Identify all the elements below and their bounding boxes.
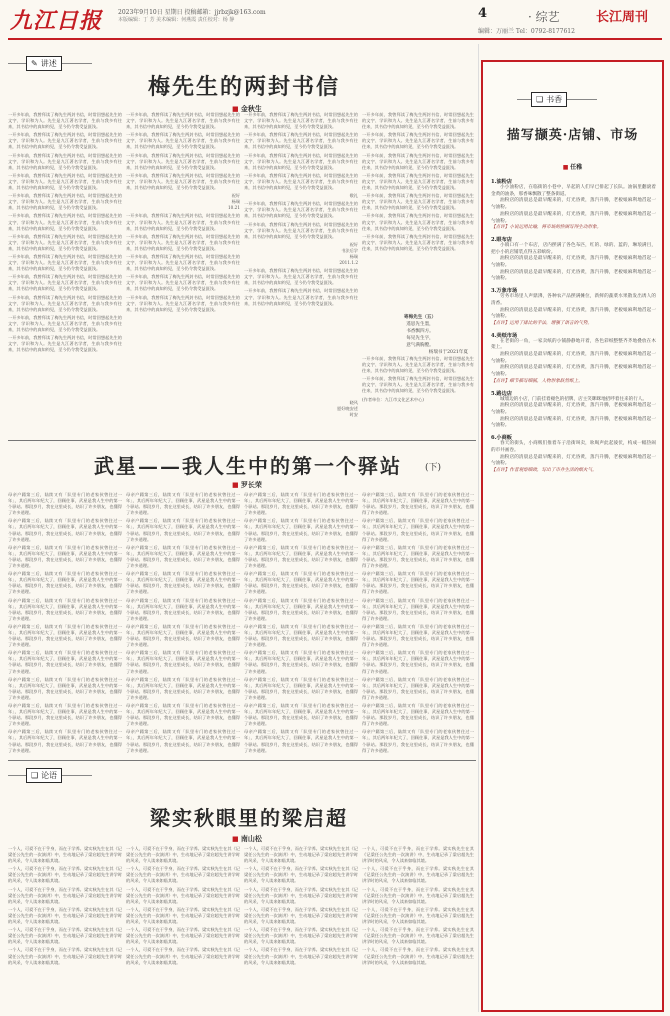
signoff-name: 杨瑞 [231,199,240,205]
article2-column1: 母亲户籍第三后，陆续又有「队里专门的老家伙曾住过一年」，其后两年年纪大了，回顾往事，武星是我人生中的第一个驿站。那段岁月，我在这里成长，结识了许多朋友，也懂得了许多道理。 母亲户籍第三后，陆续又有「队里专门的老家伙曾住过一年」，其后两年年纪大了，回顾往事，武星是我人生中的第一个驿站。那段岁月，我在这里成长，结识了许多朋友，也懂得了许多道理。 母亲户籍第三后，陆续又有「队里专门的老家伙曾住过一年」，其后两年年纪大了，回顾往事，武星是我人生中的第一个驿站。那段岁月，我在这里成长，结识了许多朋友，也懂得了许多道理。 母亲户籍第三后，陆续又有「队里专门的老家伙曾住过一年」，其后两年年纪大了，回顾往事，武星是我人生中的第一个驿站。那段岁月，我在这里成长，结识了许多朋友，也懂得了许多道理。 母亲户籍第三后，陆续又有「队里专门的老家伙曾住过一年」，其后两年年纪大了，回顾往事，武星是我人生中的第一个驿站。那段岁月，我在这里成长，结识了许多朋友，也懂得了许多道理。 母亲户籍第三后，陆续又有「队里专门的老家伙曾住过一年」，其后两年年纪大了，回顾往事，武星是我人生中的第一个驿站。那段岁月，我在这里成长，结识了许多朋友，也懂得了许多道理。 母亲户籍第三后，陆续又有「队里专门的老家伙曾住过一年」，其后两年年纪大了，回顾往事，武星是我人生中的第一个驿站。那段岁月，我在这里成长，结识了许多朋友，也懂得了许多道理。 母亲户籍第三后，陆续又有「队里专门的老家伙曾住过一年」，其后两年年纪大了，回顾往事，武星是我人生中的第一个驿站。那段岁月，我在这里成长，结识了许多朋友，也懂得了许多道理。 母亲户籍第三后，陆续又有「队里专门的老家伙曾住过一年」，其后两年年纪大了，回顾往事，武星是我人生中的第一个驿站。那段岁月，我在这里成长，结识了许多朋友，也懂得了许多道理。 母亲户籍第三后，陆续又有「队里专门的老家伙曾住过一年」，其后两年年纪大了，回顾往事，武星是我人生中的第一个驿站。那段岁月，我在这里成长，结识了许多朋友，也懂得了许多道理。 [8,492,122,753]
article3-title: 梁实秋眼里的梁启超 [150,806,348,830]
article2-column3: 母亲户籍第三后，陆续又有「队里专门的老家伙曾住过一年」，其后两年年纪大了，回顾往事，武星是我人生中的第一个驿站。那段岁月，我在这里成长，结识了许多朋友，也懂得了许多道理。 母亲户籍第三后，陆续又有「队里专门的老家伙曾住过一年」，其后两年年纪大了，回顾往事，武星是我人生中的第一个驿站。那段岁月，我在这里成长，结识了许多朋友，也懂得了许多道理。 母亲户籍第三后，陆续又有「队里专门的老家伙曾住过一年」，其后两年年纪大了，回顾往事，武星是我人生中的第一个驿站。那段岁月，我在这里成长，结识了许多朋友，也懂得了许多道理。 母亲户籍第三后，陆续又有「队里专门的老家伙曾住过一年」，其后两年年纪大了，回顾往事，武星是我人生中的第一个驿站。那段岁月，我在这里成长，结识了许多朋友，也懂得了许多道理。 母亲户籍第三后，陆续又有「队里专门的老家伙曾住过一年」，其后两年年纪大了，回顾往事，武星是我人生中的第一个驿站。那段岁月，我在这里成长，结识了许多朋友，也懂得了许多道理。 母亲户籍第三后，陆续又有「队里专门的老家伙曾住过一年」，其后两年年纪大了，回顾往事，武星是我人生中的第一个驿站。那段岁月，我在这里成长，结识了许多朋友，也懂得了许多道理。 母亲户籍第三后，陆续又有「队里专门的老家伙曾住过一年」，其后两年年纪大了，回顾往事，武星是我人生中的第一个驿站。那段岁月，我在这里成长，结识了许多朋友，也懂得了许多道理。 母亲户籍第三后，陆续又有「队里专门的老家伙曾住过一年」，其后两年年纪大了，回顾往事，武星是我人生中的第一个驿站。那段岁月，我在这里成长，结识了许多朋友，也懂得了许多道理。 母亲户籍第三后，陆续又有「队里专门的老家伙曾住过一年」，其后两年年纪大了，回顾往事，武星是我人生中的第一个驿站。那段岁月，我在这里成长，结识了许多朋友，也懂得了许多道理。 母亲户籍第三后，陆续又有「队里专门的老家伙曾住过一年」，其后两年年纪大了，回顾往事，武星是我人生中的第一个驿站。那段岁月，我在这里成长，结识了许多朋友，也懂得了许多道理。 [244,492,358,753]
article3-column3: 一个人，可爱不在于乎身，而在于学养。梁实秋先生在其《记梁任公先生的一次演讲》中，生动地记录了梁启超先生讲学时的风采，令人读来如临其境。 一个人，可爱不在于乎身，而在于学养。梁实秋先生在其《记梁任公先生的一次演讲》中，生动地记录了梁启超先生讲学时的风采，令人读来如临其境。 一个人，可爱不在于乎身，而在于学养。梁实秋先生在其《记梁任公先生的一次演讲》中，生动地记录了梁启超先生讲学时的风采，令人读来如临其境。 一个人，可爱不在于乎身，而在于学养。梁实秋先生在其《记梁任公先生的一次演讲》中，生动地记录了梁启超先生讲学时的风采，令人读来如临其境。 一个人，可爱不在于乎身，而在于学养。梁实秋先生在其《记梁任公先生的一次演讲》中，生动地记录了梁启超先生讲学时的风采，令人读来如临其境。 一个人，可爱不在于乎身，而在于学养。梁实秋先生在其《记梁任公先生的一次演讲》中，生动地记录了梁启超先生讲学时的风采，令人读来如临其境。 [244,846,358,965]
sidebar-heading-5: 5.路边店 [491,390,512,397]
article1-column4b: 一开多年前，我曾拜读了梅先生两封书信，时常回想起先生的文字、学识和为人。先生是九江著名学者，生前与我多有往来，其书信中的真知灼见，至今仍令我受益匪浅。 一开多年前，我曾拜读了梅先生两封书信，时常回想起先生的文字、学识和为人。先生是九江著名学者，生前与我多有往来，其书信中的真知灼见，至今仍令我受益匪浅。 (作者单位：九江市文化艺术中心) [362,356,474,402]
greet-line: 时安 [349,412,358,418]
closing-name: 杨瑞 [349,253,358,259]
page-section: · 综艺 [528,10,560,24]
divider-1 [8,440,476,441]
closing-name2: 晓风 [349,400,358,405]
sidebar-body: 1.油粉店 小小油粉店，在临街的小巷中，早起的人们早已排起了长队。油锅里翻滚着金黄的油条，那香味飘散了整条街道。 油粉店的清晨总是最早醒来的，灯光昏黄，蒸汽升腾，老板娘麻利地舀起一勺油粉。 油粉店的清晨总是最早醒来的，灯光昏黄，蒸汽升腾，老板娘麻利地舀起一勺油粉。 【点评】小说运用比喻，将市场的热闹写得生动形象。 2.眼布店 小镇口有一个布店，店内摆满了各色布匹，红的、绿的、蓝的，琳琅满目，把小小的店铺装点得五彩缤纷。 油粉店的清晨总是最早醒来的，灯光昏黄，蒸汽升腾，老板娘麻利地舀起一勺油粉。 油粉店的清晨总是最早醒来的，灯光昏黄，蒸汽升腾，老板娘麻利地舀起一勺油粉。 3.万象市场 劳务市场里人声鼎沸，各种农产品摆满摊位，新鲜的蔬菜水果散发出诱人的清香。 油粉店的清晨总是最早醒来的，灯光昏黄，蒸汽升腾，老板娘麻利地舀起一勺油粉。 【点评】运用了排比的手法，增强了语言的气势。 4.卖纸市场 在老街的一角，一家卖纸的小铺静静地开着，各色彩纸整整齐齐地叠放在木架上。 油粉店的清晨总是最早醒来的，灯光昏黄，蒸汽升腾，老板娘麻利地舀起一勺油粉。 油粉店的清晨总是最早醒来的，灯光昏黄，蒸汽升腾，老板娘麻利地舀起一勺油粉。 【点评】细节描写细腻，人物形象跃然纸上。 5.路边店 城墙边的小店，门前挂着褪色的招牌，店主笑眯眯地招呼着往来的行人。 油粉店的清晨总是最早醒来的，灯光昏黄，蒸汽升腾，老板娘麻利地舀起一勺油粉。 油粉店的清晨总是最早醒来的，灯光昏黄，蒸汽升腾，老板娘麻利地舀起一勺油粉。 6.小商贩 春天的街头，小商贩们推着车子沿街叫卖，吆喝声此起彼伏，构成一幅热闹的市井画卷。 油粉店的清晨总是最早醒来的，灯光昏黄，蒸汽升腾，老板娘麻利地舀起一勺油粉。 【点评】作者观察细致，写出了市井生活的烟火气。 [491,179,656,473]
sidebar-heading-4: 4.卖纸市场 [491,332,518,339]
article3-byline: ■ 南山松 [232,834,262,843]
article2-column2: 母亲户籍第三后，陆续又有「队里专门的老家伙曾住过一年」，其后两年年纪大了，回顾往事，武星是我人生中的第一个驿站。那段岁月，我在这里成长，结识了许多朋友，也懂得了许多道理。 母亲户籍第三后，陆续又有「队里专门的老家伙曾住过一年」，其后两年年纪大了，回顾往事，武星是我人生中的第一个驿站。那段岁月，我在这里成长，结识了许多朋友，也懂得了许多道理。 母亲户籍第三后，陆续又有「队里专门的老家伙曾住过一年」，其后两年年纪大了，回顾往事，武星是我人生中的第一个驿站。那段岁月，我在这里成长，结识了许多朋友，也懂得了许多道理。 母亲户籍第三后，陆续又有「队里专门的老家伙曾住过一年」，其后两年年纪大了，回顾往事，武星是我人生中的第一个驿站。那段岁月，我在这里成长，结识了许多朋友，也懂得了许多道理。 母亲户籍第三后，陆续又有「队里专门的老家伙曾住过一年」，其后两年年纪大了，回顾往事，武星是我人生中的第一个驿站。那段岁月，我在这里成长，结识了许多朋友，也懂得了许多道理。 母亲户籍第三后，陆续又有「队里专门的老家伙曾住过一年」，其后两年年纪大了，回顾往事，武星是我人生中的第一个驿站。那段岁月，我在这里成长，结识了许多朋友，也懂得了许多道理。 母亲户籍第三后，陆续又有「队里专门的老家伙曾住过一年」，其后两年年纪大了，回顾往事，武星是我人生中的第一个驿站。那段岁月，我在这里成长，结识了许多朋友，也懂得了许多道理。 母亲户籍第三后，陆续又有「队里专门的老家伙曾住过一年」，其后两年年纪大了，回顾往事，武星是我人生中的第一个驿站。那段岁月，我在这里成长，结识了许多朋友，也懂得了许多道理。 母亲户籍第三后，陆续又有「队里专门的老家伙曾住过一年」，其后两年年纪大了，回顾往事，武星是我人生中的第一个驿站。那段岁月，我在这里成长，结识了许多朋友，也懂得了许多道理。 母亲户籍第三后，陆续又有「队里专门的老家伙曾住过一年」，其后两年年纪大了，回顾往事，武星是我人生中的第一个驿站。那段岁月，我在这里成长，结识了许多朋友，也懂得了许多道理。 [126,492,240,753]
salute: 敬礼 [349,193,358,199]
closing-date: 2011.1.2 [339,260,358,266]
sidebar-heading-2: 2.眼布店 [491,236,512,243]
section-tag-jiangshu: ✎ 讲述 [8,56,92,71]
article1-tail: (作者单位：九江市文化艺术中心) [362,396,424,402]
sidebar-byline: ■ 任稚 [562,164,583,171]
poem-title: 寄梅先生（五） [403,315,437,320]
article1-title: 梅先生的两封书信 [148,74,341,100]
weekly-title: 长江周刊 [596,10,649,25]
masthead [8,4,662,40]
sidebar-divider [478,44,479,1012]
article1-closing [244,400,358,430]
page-number: 4 [478,6,488,21]
closing-wish: 祝好 [349,241,358,247]
section-tag-lunyu: ❑ 论语 [8,768,92,783]
newspaper-logo: 九江日报 [10,8,103,34]
closing-line2: 愿好晚安述 [337,406,358,412]
article3-column2: 一个人，可爱不在于乎身，而在于学养。梁实秋先生在其《记梁任公先生的一次演讲》中，生动地记录了梁启超先生讲学时的风采，令人读来如临其境。 一个人，可爱不在于乎身，而在于学养。梁实秋先生在其《记梁任公先生的一次演讲》中，生动地记录了梁启超先生讲学时的风采，令人读来如临其境。 一个人，可爱不在于乎身，而在于学养。梁实秋先生在其《记梁任公先生的一次演讲》中，生动地记录了梁启超先生讲学时的风采，令人读来如临其境。 一个人，可爱不在于乎身，而在于学养。梁实秋先生在其《记梁任公先生的一次演讲》中，生动地记录了梁启超先生讲学时的风采，令人读来如临其境。 一个人，可爱不在于乎身，而在于学养。梁实秋先生在其《记梁任公先生的一次演讲》中，生动地记录了梁启超先生讲学时的风采，令人读来如临其境。 一个人，可爱不在于乎身，而在于学养。梁实秋先生在其《记梁任公先生的一次演讲》中，生动地记录了梁启超先生讲学时的风采，令人读来如临其境。 [126,846,240,965]
article1-column4: 一开多年前，我曾拜读了梅先生两封书信，时常回想起先生的文字、学识和为人。先生是九江著名学者，生前与我多有往来，其书信中的真知灼见，至今仍令我受益匪浅。 一开多年前，我曾拜读了梅先生两封书信，时常回想起先生的文字、学识和为人。先生是九江著名学者，生前与我多有往来，其书信中的真知灼见，至今仍令我受益匪浅。 一开多年前，我曾拜读了梅先生两封书信，时常回想起先生的文字、学识和为人。先生是九江著名学者，生前与我多有往来，其书信中的真知灼见，至今仍令我受益匪浅。 一开多年前，我曾拜读了梅先生两封书信，时常回想起先生的文字、学识和为人。先生是九江著名学者，生前与我多有往来，其书信中的真知灼见，至今仍令我受益匪浅。 一开多年前，我曾拜读了梅先生两封书信，时常回想起先生的文字、学识和为人。先生是九江著名学者，生前与我多有往来，其书信中的真知灼见，至今仍令我受益匪浅。 一开多年前，我曾拜读了梅先生两封书信，时常回想起先生的文字、学识和为人。先生是九江著名学者，生前与我多有往来，其书信中的真知灼见，至今仍令我受益匪浅。 一开多年前，我曾拜读了梅先生两封书信，时常回想起先生的文字、学识和为人。先生是九江著名学者，生前与我多有往来，其书信中的真知灼见，至今仍令我受益匪浅。 [362,112,474,251]
article2-column4: 母亲户籍第三后，陆续又有「队里专门的老家伙曾住过一年」，其后两年年纪大了，回顾往事，武星是我人生中的第一个驿站。那段岁月，我在这里成长，结识了许多朋友，也懂得了许多道理。 母亲户籍第三后，陆续又有「队里专门的老家伙曾住过一年」，其后两年年纪大了，回顾往事，武星是我人生中的第一个驿站。那段岁月，我在这里成长，结识了许多朋友，也懂得了许多道理。 母亲户籍第三后，陆续又有「队里专门的老家伙曾住过一年」，其后两年年纪大了，回顾往事，武星是我人生中的第一个驿站。那段岁月，我在这里成长，结识了许多朋友，也懂得了许多道理。 母亲户籍第三后，陆续又有「队里专门的老家伙曾住过一年」，其后两年年纪大了，回顾往事，武星是我人生中的第一个驿站。那段岁月，我在这里成长，结识了许多朋友，也懂得了许多道理。 母亲户籍第三后，陆续又有「队里专门的老家伙曾住过一年」，其后两年年纪大了，回顾往事，武星是我人生中的第一个驿站。那段岁月，我在这里成长，结识了许多朋友，也懂得了许多道理。 母亲户籍第三后，陆续又有「队里专门的老家伙曾住过一年」，其后两年年纪大了，回顾往事，武星是我人生中的第一个驿站。那段岁月，我在这里成长，结识了许多朋友，也懂得了许多道理。 母亲户籍第三后，陆续又有「队里专门的老家伙曾住过一年」，其后两年年纪大了，回顾往事，武星是我人生中的第一个驿站。那段岁月，我在这里成长，结识了许多朋友，也懂得了许多道理。 母亲户籍第三后，陆续又有「队里专门的老家伙曾住过一年」，其后两年年纪大了，回顾往事，武星是我人生中的第一个驿站。那段岁月，我在这里成长，结识了许多朋友，也懂得了许多道理。 母亲户籍第三后，陆续又有「队里专门的老家伙曾住过一年」，其后两年年纪大了，回顾往事，武星是我人生中的第一个驿站。那段岁月，我在这里成长，结识了许多朋友，也懂得了许多道理。 母亲户籍第三后，陆续又有「队里专门的老家伙曾住过一年」，其后两年年纪大了，回顾往事，武星是我人生中的第一个驿站。那段岁月，我在这里成长，结识了许多朋友，也懂得了许多道理。 [362,492,474,753]
sidebar-heading-6: 6.小商贩 [491,435,512,442]
article2-part: (下) [425,463,442,473]
article1-byline: ■ 金秋生 [232,104,262,113]
book-icon: ❏ [536,95,544,104]
closing-sign: 书法后学 [341,247,358,253]
masthead-contact: 编辑：万丽兰 Tel：0792-8177612 [478,28,575,35]
signoff-date: 10.21 [228,205,240,211]
article1-column1: 一开多年前，我曾拜读了梅先生两封书信，时常回想起先生的文字、学识和为人。先生是九江著名学者，生前与我多有往来，其书信中的真知灼见，至今仍令我受益匪浅。 一开多年前，我曾拜读了梅先生两封书信，时常回想起先生的文字、学识和为人。先生是九江著名学者，生前与我多有往来，其书信中的真知灼见，至今仍令我受益匪浅。 一开多年前，我曾拜读了梅先生两封书信，时常回想起先生的文字、学识和为人。先生是九江著名学者，生前与我多有往来，其书信中的真知灼见，至今仍令我受益匪浅。 一开多年前，我曾拜读了梅先生两封书信，时常回想起先生的文字、学识和为人。先生是九江著名学者，生前与我多有往来，其书信中的真知灼见，至今仍令我受益匪浅。 一开多年前，我曾拜读了梅先生两封书信，时常回想起先生的文字、学识和为人。先生是九江著名学者，生前与我多有往来，其书信中的真知灼见，至今仍令我受益匪浅。 一开多年前，我曾拜读了梅先生两封书信，时常回想起先生的文字、学识和为人。先生是九江著名学者，生前与我多有往来，其书信中的真知灼见，至今仍令我受益匪浅。 一开多年前，我曾拜读了梅先生两封书信，时常回想起先生的文字、学识和为人。先生是九江著名学者，生前与我多有往来，其书信中的真知灼见，至今仍令我受益匪浅。 一开多年前，我曾拜读了梅先生两封书信，时常回想起先生的文字、学识和为人。先生是九江著名学者，生前与我多有往来，其书信中的真知灼见，至今仍令我受益匪浅。 一开多年前，我曾拜读了梅先生两封书信，时常回想起先生的文字、学识和为人。先生是九江著名学者，生前与我多有往来，其书信中的真知灼见，至今仍令我受益匪浅。 一开多年前，我曾拜读了梅先生两封书信，时常回想起先生的文字、学识和为人。先生是九江著名学者，生前与我多有往来，其书信中的真知灼见，至今仍令我受益匪浅。 一开多年前，我曾拜读了梅先生两封书信，时常回想起先生的文字、学识和为人。先生是九江著名学者，生前与我多有往来，其书信中的真知灼见，至今仍令我受益匪浅。 一开多年前，我曾拜读了梅先生两封书信，时常回想起先生的文字、学识和为人。先生是九江著名学者，生前与我多有往来，其书信中的真知灼见，至今仍令我受益匪浅。 [8,112,122,353]
article1-column2: 一开多年前，我曾拜读了梅先生两封书信，时常回想起先生的文字、学识和为人。先生是九江著名学者，生前与我多有往来，其书信中的真知灼见，至今仍令我受益匪浅。 一开多年前，我曾拜读了梅先生两封书信，时常回想起先生的文字、学识和为人。先生是九江著名学者，生前与我多有往来，其书信中的真知灼见，至今仍令我受益匪浅。 一开多年前，我曾拜读了梅先生两封书信，时常回想起先生的文字、学识和为人。先生是九江著名学者，生前与我多有往来，其书信中的真知灼见，至今仍令我受益匪浅。 一开多年前，我曾拜读了梅先生两封书信，时常回想起先生的文字、学识和为人。先生是九江著名学者，生前与我多有往来，其书信中的真知灼见，至今仍令我受益匪浅。 祝好 杨瑞 10.21 一开多年前，我曾拜读了梅先生两封书信，时常回想起先生的文字、学识和为人。先生是九江著名学者，生前与我多有往来，其书信中的真知灼见，至今仍令我受益匪浅。 一开多年前，我曾拜读了梅先生两封书信，时常回想起先生的文字、学识和为人。先生是九江著名学者，生前与我多有往来，其书信中的真知灼见，至今仍令我受益匪浅。 一开多年前，我曾拜读了梅先生两封书信，时常回想起先生的文字、学识和为人。先生是九江著名学者，生前与我多有往来，其书信中的真知灼见，至今仍令我受益匪浅。 一开多年前，我曾拜读了梅先生两封书信，时常回想起先生的文字、学识和为人。先生是九江著名学者，生前与我多有往来，其书信中的真知灼见，至今仍令我受益匪浅。 一开多年前，我曾拜读了梅先生两封书信，时常回想起先生的文字、学识和为人。先生是九江著名学者，生前与我多有往来，其书信中的真知灼见，至今仍令我受益匪浅。 [126,112,240,312]
pencil-icon: ✎ [31,59,38,68]
poem-block: 寄梅先生（五） 遥思先生墨， 书香飘四方。 每见先生字， 意气满胸膛。 杨瑞书于2021年夏 [372,314,468,356]
sidebar-heading-1: 1.油粉店 [491,179,512,185]
poem-attribution: 杨瑞书于2021年夏 [428,350,468,355]
signoff-wish: 祝好 [231,193,240,199]
sidebar-heading-3: 3.万象市场 [491,288,518,295]
sidebar-title: 描写撷英·店铺、市场 [506,128,639,143]
book-icon: ❑ [31,771,39,780]
article3-column1: 一个人，可爱不在于乎身，而在于学养。梁实秋先生在其《记梁任公先生的一次演讲》中，生动地记录了梁启超先生讲学时的风采，令人读来如临其境。 一个人，可爱不在于乎身，而在于学养。梁实秋先生在其《记梁任公先生的一次演讲》中，生动地记录了梁启超先生讲学时的风采，令人读来如临其境。 一个人，可爱不在于乎身，而在于学养。梁实秋先生在其《记梁任公先生的一次演讲》中，生动地记录了梁启超先生讲学时的风采，令人读来如临其境。 一个人，可爱不在于乎身，而在于学养。梁实秋先生在其《记梁任公先生的一次演讲》中，生动地记录了梁启超先生讲学时的风采，令人读来如临其境。 一个人，可爱不在于乎身，而在于学养。梁实秋先生在其《记梁任公先生的一次演讲》中，生动地记录了梁启超先生讲学时的风采，令人读来如临其境。 一个人，可爱不在于乎身，而在于学养。梁实秋先生在其《记梁任公先生的一次演讲》中，生动地记录了梁启超先生讲学时的风采，令人读来如临其境。 [8,846,122,965]
sidebar-column [481,60,664,1012]
masthead-info: 2023年9月10日 星期日 投稿邮箱：jjrbzjk@163.com [118,9,266,16]
article2-byline: ■ 罗长荣 [232,480,262,489]
article1-column3: 一开多年前，我曾拜读了梅先生两封书信，时常回想起先生的文字、学识和为人。先生是九江著名学者，生前与我多有往来，其书信中的真知灼见，至今仍令我受益匪浅。 一开多年前，我曾拜读了梅先生两封书信，时常回想起先生的文字、学识和为人。先生是九江著名学者，生前与我多有往来，其书信中的真知灼见，至今仍令我受益匪浅。 一开多年前，我曾拜读了梅先生两封书信，时常回想起先生的文字、学识和为人。先生是九江著名学者，生前与我多有往来，其书信中的真知灼见，至今仍令我受益匪浅。 一开多年前，我曾拜读了梅先生两封书信，时常回想起先生的文字、学识和为人。先生是九江著名学者，生前与我多有往来，其书信中的真知灼见，至今仍令我受益匪浅。 敬礼 一开多年前，我曾拜读了梅先生两封书信，时常回想起先生的文字、学识和为人。先生是九江著名学者，生前与我多有往来，其书信中的真知灼见，至今仍令我受益匪浅。 一开多年前，我曾拜读了梅先生两封书信，时常回想起先生的文字、学识和为人。先生是九江著名学者，生前与我多有往来，其书信中的真知灼见，至今仍令我受益匪浅。 祝好 书法后学 杨瑞 2011.1.2 一开多年前，我曾拜读了梅先生两封书信，时常回想起先生的文字、学识和为人。先生是九江著名学者，生前与我多有往来，其书信中的真知灼见，至今仍令我受益匪浅。 一开多年前，我曾拜读了梅先生两封书信，时常回想起先生的文字、学识和为人。先生是九江著名学者，生前与我多有往来，其书信中的真知灼见，至今仍令我受益匪浅。 [244,112,358,306]
divider-2 [8,760,476,761]
sidebar-section-tag: ❏ 书香 [517,92,597,107]
masthead-editors: 本版编辑：丁 芳 美术编辑：何燕霞 责任校对：杨 静 [118,17,235,23]
article2-title: 武星——我人生中的第一个驿站 [94,454,402,478]
article3-column4: 一个人，可爱不在于乎身，而在于学养。梁实秋先生在其《记梁任公先生的一次演讲》中，生动地记录了梁启超先生讲学时的风采，令人读来如临其境。 一个人，可爱不在于乎身，而在于学养。梁实秋先生在其《记梁任公先生的一次演讲》中，生动地记录了梁启超先生讲学时的风采，令人读来如临其境。 一个人，可爱不在于乎身，而在于学养。梁实秋先生在其《记梁任公先生的一次演讲》中，生动地记录了梁启超先生讲学时的风采，令人读来如临其境。 一个人，可爱不在于乎身，而在于学养。梁实秋先生在其《记梁任公先生的一次演讲》中，生动地记录了梁启超先生讲学时的风采，令人读来如临其境。 一个人，可爱不在于乎身，而在于学养。梁实秋先生在其《记梁任公先生的一次演讲》中，生动地记录了梁启超先生讲学时的风采，令人读来如临其境。 一个人，可爱不在于乎身，而在于学养。梁实秋先生在其《记梁任公先生的一次演讲》中，生动地记录了梁启超先生讲学时的风采，令人读来如临其境。 [362,846,474,965]
